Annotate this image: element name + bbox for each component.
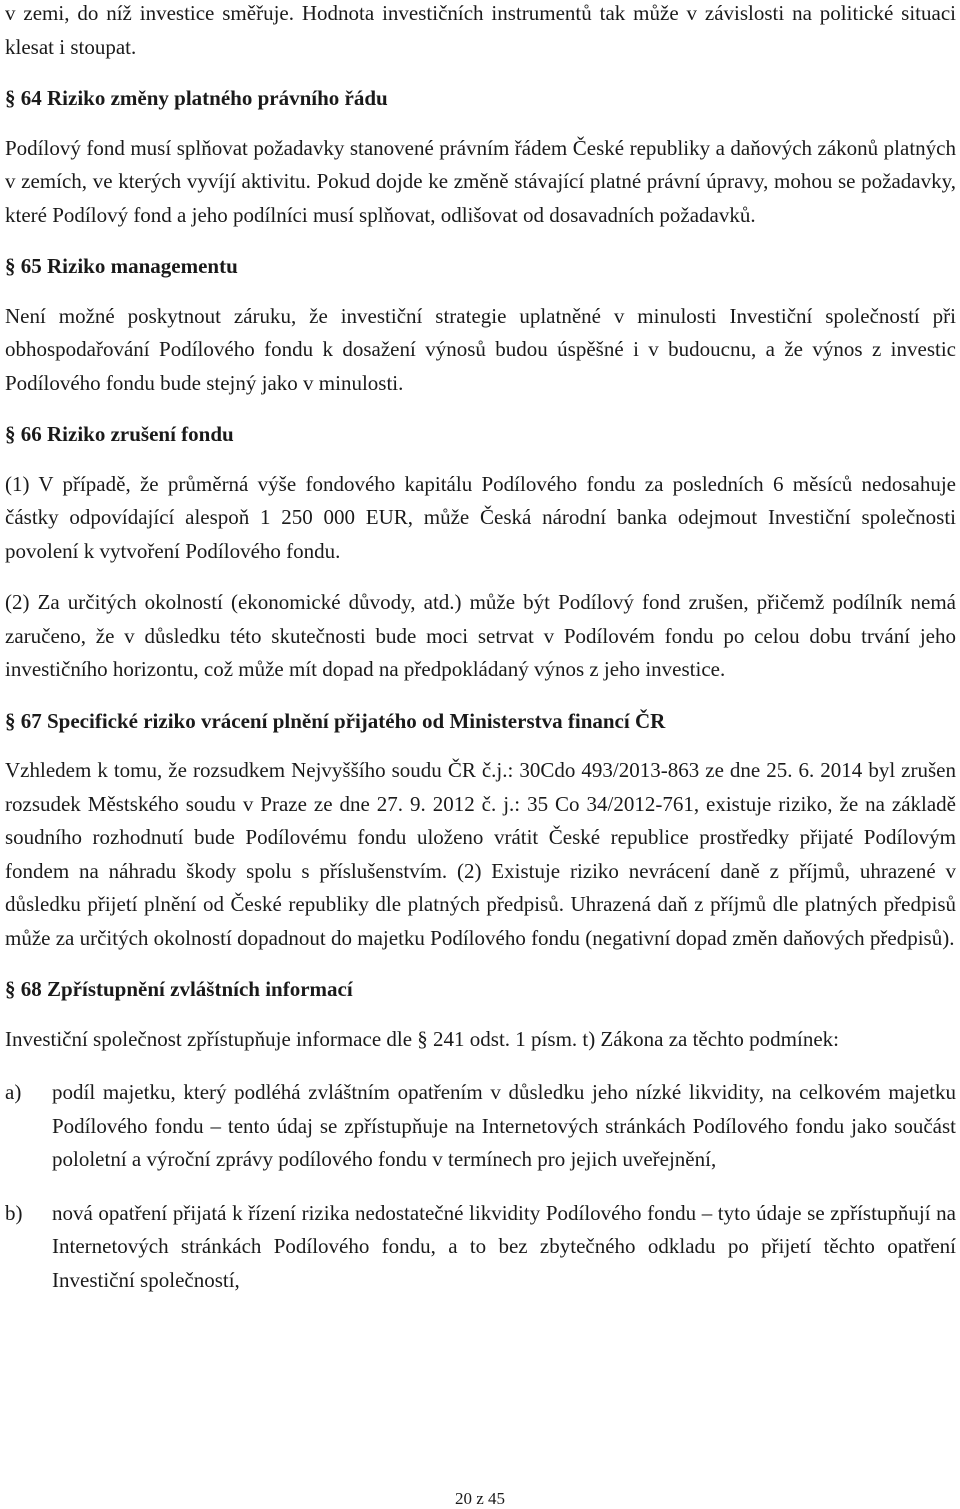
- intro-paragraph: v zemi, do níž investice směřuje. Hodnota investičních instrumentů tak může v závislosti na politické situaci klesat i stoupat.: [5, 1, 956, 59]
- list-item-b: [5, 1197, 956, 1298]
- section-66-paragraph-1: (1) V případě, že průměrná výše fondového kapitálu Podílového fondu za posledních 6 měsíců nedosahuje částky odpovídající alespoň 1 250 000 EUR, může Česká národní banka odejmout Investiční společnosti povolení k vytvoření Podílového fondu.: [5, 471, 956, 563]
- list-item-a: [5, 1076, 956, 1177]
- section-heading-64: § 64 Riziko změny platného právního řádu: [5, 86, 388, 110]
- section-heading-66: § 66 Riziko zrušení fondu: [5, 422, 234, 446]
- list-marker: b): [5, 1200, 23, 1225]
- section-66-paragraph-2: (2) Za určitých okolností (ekonomické důvody, atd.) může být Podílový fond zrušen, přičemž podílník nemá zaručeno, že v důsledku této skutečnosti bude moci setrvat v Podílovém fondu po celou dobu trvání jeho investičního horizontu, což může mít dopad na předpokládaný výnos z jeho investice.: [5, 590, 956, 681]
- section-65-paragraph: Není možné poskytnout záruku, že investiční strategie uplatněné v minulosti Investiční společností při obhospodařování Podílového fondu k dosažení výnosů budou úspěšné i v budoucnu, a že výnos z investic Podílového fondu bude stejný jako v minulosti.: [5, 303, 956, 395]
- page-number: 20 z 45: [454, 1489, 506, 1508]
- section-heading-68: § 68 Zpřístupnění zvláštních informací: [5, 977, 353, 1001]
- list-item-text: nová opatření přijatá k řízení rizika nedostatečné likvidity Podílového fondu – tyto údaje se zpřístupňují na Internetových stránkách Podílového fondu, a to bez zbytečného odkladu po přijetí těchto opatření Investiční společností,: [52, 1200, 956, 1292]
- section-67-paragraph: Vzhledem k tomu, že rozsudkem Nejvyššího soudu ČR č.j.: 30Cdo 493/2013-863 ze dne 25. 6. 2014 byl zrušen rozsudek Městského soudu v Praze ze dne 27. 9. 2012 č. j.: 35 Co 34/2012-761, existuje riziko, že na základě soudního rozhodnutí bude Podílovému fondu uloženo vrátit České republice prostředky přijaté Podílovým fondem na náhradu škody spolu s příslušenstvím. (2) Existuje riziko nevrácení daně z příjmů, uhrazené v důsledku přijetí plnění od České republiky dle platných předpisů. Uhrazená daň z příjmů dle platných předpisů může za určitých okolností dopadnout do majetku Podílového fondu (negativní dopad změn daňových předpisů).: [5, 758, 956, 950]
- list-item-text: podíl majetku, který podléhá zvláštním opatřením v důsledku jeho nízké likvidity, na celkovém majetku Podílového fondu – tento údaj se zpřístupňuje na Internetových stránkách Podílového fondu jako součást pololetní a výroční zprávy podílového fondu v termínech pro jejich uveřejnění,: [52, 1080, 956, 1171]
- section-heading-67: § 67 Specifické riziko vrácení plnění přijatého od Ministerstva financí ČR: [5, 708, 666, 733]
- list-marker: a): [5, 1080, 22, 1104]
- section-68-paragraph: Investiční společnost zpřístupňuje informace dle § 241 odst. 1 písm. t) Zákona za těchto podmínek:: [5, 1026, 839, 1051]
- section-heading-65: § 65 Riziko managementu: [5, 254, 238, 278]
- section-64-paragraph: Podílový fond musí splňovat požadavky stanovené právním řádem České republiky a daňových zákonů platných v zemích, ve kterých vyvíjí aktivitu. Pokud dojde ke změně stávající platné právní úpravy, mohou se požadavky, které Podílový fond a jeho podílníci musí splňovat, odlišovat od dosavadních požadavků.: [5, 135, 956, 227]
- document-page: [5, 0, 956, 1297]
